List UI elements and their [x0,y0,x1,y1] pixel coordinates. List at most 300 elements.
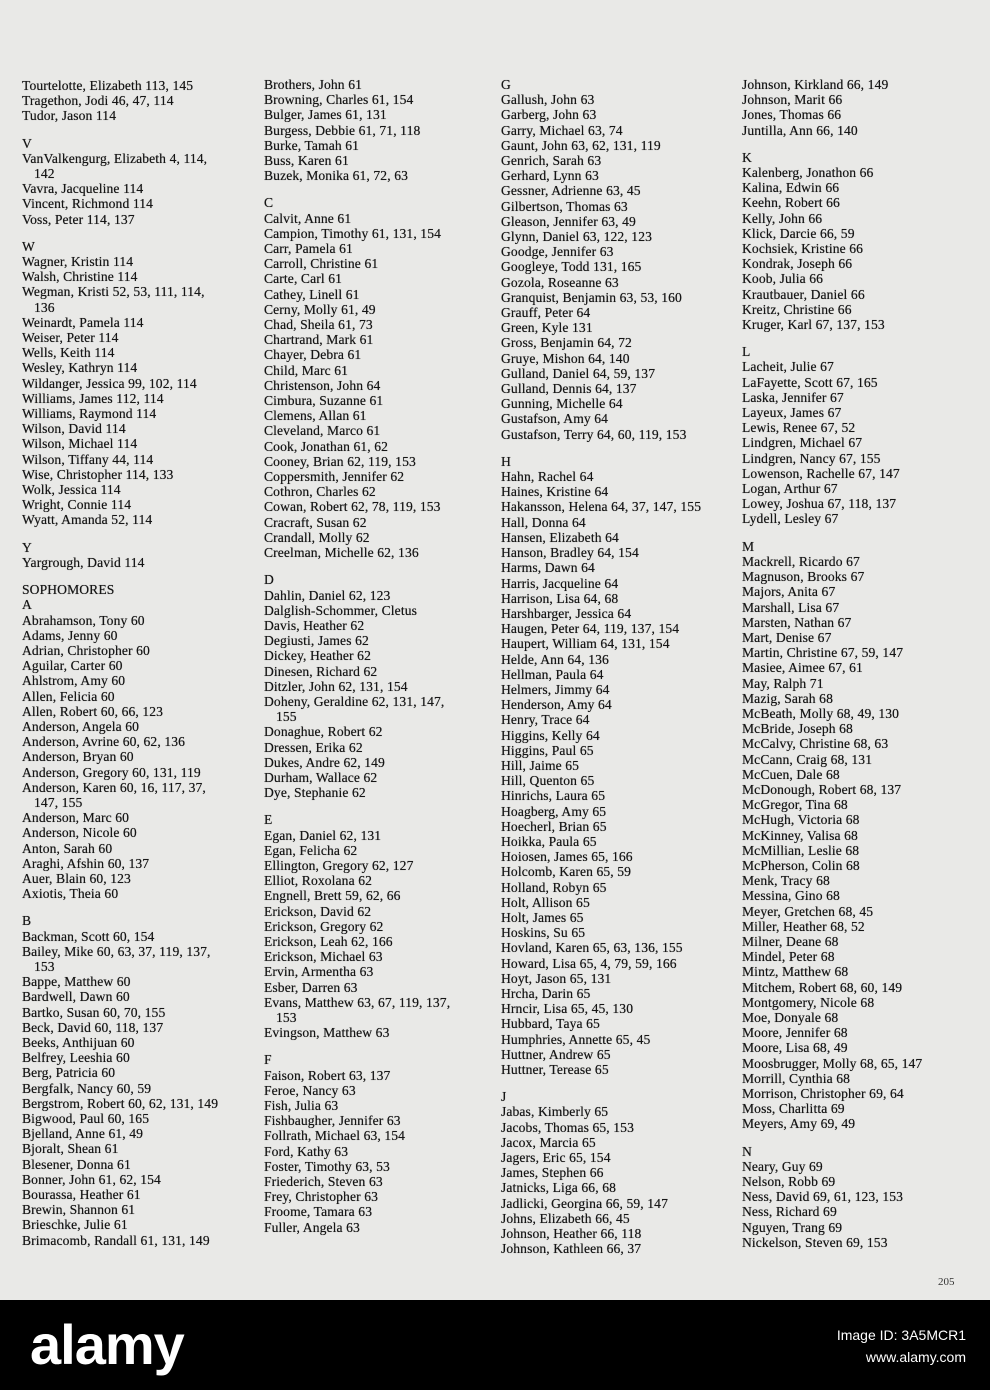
index-entry: Messina, Gino 68 [742,888,840,904]
index-letter-section [264,77,496,183]
index-entry: Williams, Raymond 114 [22,406,157,422]
index-entry: Johnson, Kirkland 66, 149 [742,77,889,92]
index-entry: McGregor, Tina 68 [742,797,848,813]
index-entry: Ahlstrom, Amy 60 [22,673,126,689]
index-entry: Mitchem, Robert 68, 60, 149 [742,979,903,995]
index-entry: Weiser, Peter 114 [22,330,119,346]
index-entry: Bergstrom, Robert 60, 62, 131, 149 [22,1095,219,1111]
index-entry: Hrcha, Darin 65 [501,985,591,1001]
index-entry: Anderson, Marc 60 [22,810,130,826]
letter-heading: H [501,453,511,469]
index-entry: Johnson, Heather 66, 118 [501,1226,642,1242]
index-entry: Layeux, James 67 [742,405,842,421]
index-entry: Vavra, Jacqueline 114 [22,181,144,197]
index-entry: Wildanger, Jessica 99, 102, 114 [22,375,197,391]
index-entry: Hoyt, Jason 65, 131 [501,970,612,986]
index-entry: Henderson, Amy 64 [501,697,612,713]
index-entry: Dinesen, Richard 62 [264,663,378,679]
index-entry: Auer, Blain 60, 123 [22,870,131,886]
index-entry: Walsh, Christine 114 [22,269,138,285]
index-entry: Cothron, Charles 62 [264,484,376,500]
index-entry: Lindgren, Nancy 67, 155 [742,450,881,466]
index-entry: Hill, Jaime 65 [501,757,580,773]
index-entry: Wright, Connie 114 [22,497,132,513]
index-entry: McBride, Joseph 68 [742,721,853,737]
index-entry: Miller, Heather 68, 52 [742,918,865,934]
index-entry: Anderson, Avrine 60, 62, 136 [22,734,186,750]
index-letter-section [22,582,254,901]
index-entry: McHugh, Victoria 68 [742,812,860,828]
index-entry: Hubbard, Taya 65 [501,1016,600,1032]
index-entry: Marshall, Lisa 67 [742,599,840,615]
index-entry: Erickson, David 62 [264,903,372,919]
index-entry: Magnuson, Brooks 67 [742,569,865,585]
watermark-band [0,1300,990,1390]
index-entry: Harris, Jacqueline 64 [501,575,619,591]
index-entry: Backman, Scott 60, 154 [22,928,155,944]
index-entry: Anderson, Gregory 60, 131, 119 [22,764,201,780]
index-entry: Harrison, Lisa 64, 68 [501,590,619,606]
index-entry: Fuller, Angela 63 [264,1219,360,1235]
index-entry: Hill, Quenton 65 [501,773,595,789]
index-entry: Ness, David 69, 61, 123, 153 [742,1189,904,1205]
index-entry: Dickey, Heather 62 [264,648,371,664]
index-entry: Jones, Thomas 66 [742,107,842,123]
index-letter-section [742,539,974,1132]
index-entry: Goodge, Jennifer 63 [501,244,614,260]
index-entry: Anton, Sarah 60 [22,840,113,856]
index-entry: Higgins, Kelly 64 [501,727,600,743]
index-entry: Bjoralt, Shean 61 [22,1141,119,1157]
index-entry: Gozola, Roseanne 63 [501,274,619,290]
index-entry: Lowey, Joshua 67, 118, 137 [742,496,897,512]
letter-heading: C [264,195,274,211]
index-entry-continuation: 142 [34,166,55,182]
index-entry-continuation: 136 [34,299,55,315]
index-entry: Campion, Timothy 61, 131, 154 [264,225,442,241]
index-entry: Moss, Charlitta 69 [742,1101,845,1117]
index-entry: McCann, Craig 68, 131 [742,751,873,767]
index-entry-continuation: 155 [276,709,297,725]
index-entry: Granquist, Benjamin 63, 53, 160 [501,289,682,305]
index-entry: Creelman, Michelle 62, 136 [264,545,419,561]
index-entry: Child, Marc 61 [264,362,349,378]
index-entry: Donaghue, Robert 62 [264,724,383,740]
index-entry: Glynn, Daniel 63, 122, 123 [501,229,652,245]
index-entry: Haines, Kristine 64 [501,484,609,500]
index-entry: Garry, Michael 63, 74 [501,122,623,138]
index-entry: Wilson, David 114 [22,421,126,437]
index-entry: Mintz, Matthew 68 [742,964,849,980]
index-entry-text: Doheny, Geraldine 62, 131, 147, [264,693,445,709]
index-entry: Araghi, Afshin 60, 137 [22,855,150,871]
index-entry: Jabas, Kimberly 65 [501,1104,609,1120]
index-entry: Holcomb, Karen 65, 59 [501,864,632,880]
index-entry: Mazig, Sarah 68 [742,690,833,706]
index-entry: Hoiosen, James 65, 166 [501,849,633,865]
index-entry: McCuen, Dale 68 [742,766,840,782]
index-entry: Gilbertson, Thomas 63 [501,198,628,214]
index-entry: Nelson, Robb 69 [742,1174,836,1190]
index-entry: Gessner, Adrienne 63, 45 [501,183,641,199]
index-entry: Bigwood, Paul 60, 165 [22,1111,150,1126]
letter-heading: B [22,913,32,929]
index-entry: Fish, Julia 63 [264,1098,339,1113]
index-column-4 [742,77,974,1250]
letter-heading: V [22,135,32,151]
index-entry: Dukes, Andre 62, 149 [264,754,385,770]
index-letter-section [742,150,974,332]
index-entry: Elliot, Roxolana 62 [264,873,372,889]
index-entry: Wilson, Michael 114 [22,436,138,452]
index-entry: Friederich, Steven 63 [264,1174,383,1190]
index-entry: Gaunt, John 63, 62, 131, 119 [501,137,661,153]
index-entry: Wise, Christopher 114, 133 [22,466,174,482]
index-entry: Cook, Jonathan 61, 62 [264,438,389,454]
index-entry: Johnson, Kathleen 66, 37 [501,1241,642,1257]
index-entry: Degiusti, James 62 [264,633,369,649]
index-entry: Hahn, Rachel 64 [501,469,594,485]
index-entry-text: Evans, Matthew 63, 67, 119, 137, [264,994,451,1010]
index-entry: Kalenberg, Jonathon 66 [742,165,874,181]
index-entry: Wilson, Tiffany 44, 114 [22,451,154,467]
index-entry: James, Stephen 66 [501,1165,604,1181]
index-entry: Meyers, Amy 69, 49 [742,1116,856,1132]
index-entry: Adrian, Christopher 60 [22,642,150,658]
index-entry-continuation: 153 [276,1009,297,1025]
index-entry: Cerny, Molly 61, 49 [264,301,376,317]
index-entry: Bjelland, Anne 61, 49 [22,1126,144,1142]
index-entry: Wesley, Kathryn 114 [22,360,138,376]
index-entry: Hovland, Karen 65, 63, 136, 155 [501,940,683,956]
index-entry: Koob, Julia 66 [742,271,824,287]
index-entry: Huttner, Andrew 65 [501,1046,611,1062]
index-entry: Lydell, Lesley 67 [742,511,839,527]
index-entry: Neary, Guy 69 [742,1158,823,1174]
index-entry: Brieschke, Julie 61 [22,1217,128,1233]
index-entry: Cleveland, Marco 61 [264,423,381,439]
index-entry: Henry, Trace 64 [501,712,590,728]
index-entry: Carr, Pamela 61 [264,241,353,257]
index-entry: Allen, Felicia 60 [22,688,115,704]
index-entry: Clemens, Allan 61 [264,408,367,424]
index-letter-section [22,136,254,227]
index-letter-section [22,78,254,124]
page-number: 205 [938,1276,955,1288]
index-entry-text: Anderson, Karen 60, 16, 117, 37, [22,779,206,795]
index-entry: Bartko, Susan 60, 70, 155 [22,1004,166,1020]
index-entry: Gulland, Dennis 64, 137 [501,381,637,397]
index-entry: Allen, Robert 60, 66, 123 [22,703,164,719]
index-entry: McKinney, Valisa 68 [742,827,858,843]
index-entry: Gustafson, Amy 64 [501,411,609,427]
index-entry: Bergfalk, Nancy 60, 59 [22,1080,152,1096]
index-letter-section [742,1144,974,1250]
index-column-3 [501,77,733,1256]
index-entry: Kondrak, Joseph 66 [742,256,853,272]
index-entry: Menk, Tracy 68 [742,873,830,889]
index-entry: Burgess, Debbie 61, 71, 118 [264,122,421,138]
index-entry-text: VanValkengurg, Elizabeth 4, 114, [22,150,208,166]
index-entry: Montgomery, Nicole 68 [742,994,875,1010]
index-entry: May, Ralph 71 [742,675,824,691]
index-entry: Lewis, Renee 67, 52 [742,420,856,436]
index-entry: Hoikka, Paula 65 [501,833,597,849]
index-entry: Egan, Daniel 62, 131 [264,827,382,843]
image-id-info [837,1324,966,1368]
index-entry [22,780,254,810]
index-entry: Cimbura, Suzanne 61 [264,393,384,409]
index-entry: Hakansson, Helena 64, 37, 147, 155 [501,499,702,515]
index-entry: Mackrell, Ricardo 67 [742,553,860,569]
index-entry: Wagner, Kristin 114 [22,254,134,270]
index-entry: Jacox, Marcia 65 [501,1134,596,1150]
index-entry [22,944,254,974]
letter-heading: F [264,1052,272,1068]
index-entry: Holland, Robyn 65 [501,879,607,895]
index-entry: Brothers, John 61 [264,77,362,92]
letter-heading: D [264,572,274,588]
letter-heading: M [742,538,755,554]
index-entry: Moore, Jennifer 68 [742,1025,848,1041]
index-entry: Holt, James 65 [501,909,584,925]
index-entry: Haupert, William 64, 131, 154 [501,636,670,652]
index-entry: Gustafson, Terry 64, 60, 119, 153 [501,426,687,442]
index-letter-section [264,195,496,560]
index-entry: Bonner, John 61, 62, 154 [22,1171,161,1187]
index-entry: Huttner, Terease 65 [501,1062,609,1077]
index-entry: Erickson, Gregory 62 [264,918,384,934]
index-entry: Johnson, Marit 66 [742,92,843,108]
index-entry: McMillian, Leslie 68 [742,842,860,858]
index-entry: Chayer, Debra 61 [264,347,362,363]
index-entry: Gleason, Jennifer 63, 49 [501,213,636,229]
index-entry: Bourassa, Heather 61 [22,1187,141,1203]
index-letter-section [742,77,974,138]
index-entry: Dalglish-Schommer, Cletus [264,602,417,618]
index-entry: Dahlin, Daniel 62, 123 [264,587,391,603]
index-entry: Gerhard, Lynn 63 [501,168,599,184]
letter-heading: Y [22,539,32,555]
index-entry: Humphries, Annette 65, 45 [501,1031,651,1047]
index-entry: Green, Kyle 131 [501,320,593,336]
letter-heading: G [501,77,511,92]
index-entry: Egan, Felicha 62 [264,842,358,858]
letter-heading: A [22,597,32,613]
alamy-logo: alamy [30,1313,184,1376]
index-entry: Feroe, Nancy 63 [264,1082,356,1098]
index-entry: Belfrey, Leeshia 60 [22,1050,130,1066]
index-entry: Harms, Dawn 64 [501,560,595,576]
index-entry: Cracraft, Susan 62 [264,514,367,530]
index-entry: Tragethon, Jodi 46, 47, 114 [22,93,174,109]
index-entry: Majors, Anita 67 [742,584,836,600]
index-entry: Masiee, Aimee 67, 61 [742,660,863,676]
index-entry: Morrison, Christopher 69, 64 [742,1086,904,1101]
index-entry: Cowan, Robert 62, 78, 119, 153 [264,499,441,515]
index-letter-section [501,454,733,1077]
index-letter-section [22,239,254,528]
index-entry: McPherson, Colin 68 [742,857,860,873]
index-entry: Helde, Ann 64, 136 [501,651,609,667]
index-entry: Christenson, John 64 [264,377,381,393]
index-entry: Evingson, Matthew 63 [264,1025,390,1041]
index-entry: Gulland, Daniel 64, 59, 137 [501,365,656,381]
index-column-2 [264,77,496,1235]
index-entry: Cathey, Linell 61 [264,286,360,302]
index-entry [22,284,254,314]
index-entry: Bulger, James 61, 131 [264,107,387,123]
index-entry: Grauff, Peter 64 [501,305,591,321]
index-entry: Durham, Wallace 62 [264,769,378,785]
index-entry: Haugen, Peter 64, 119, 137, 154 [501,621,680,637]
index-entry: Fishbaugher, Jennifer 63 [264,1113,401,1129]
index-entry: Hinrichs, Laura 65 [501,788,606,804]
index-entry: Johns, Elizabeth 66, 45 [501,1210,630,1226]
index-entry: McBeath, Molly 68, 49, 130 [742,705,900,721]
index-letter-section [742,344,974,526]
index-entry: Gunning, Michelle 64 [501,396,623,412]
index-entry: Jatnicks, Liga 66, 68 [501,1180,616,1196]
index-entry: Klick, Darcie 66, 59 [742,225,855,241]
index-entry: Gallush, John 63 [501,92,595,108]
index-entry: Voss, Peter 114, 137 [22,211,135,227]
index-entry: Wolk, Jessica 114 [22,482,121,498]
index-entry: LaFayette, Scott 67, 165 [742,374,878,390]
index-entry: Martin, Christine 67, 59, 147 [742,645,904,661]
letter-heading: J [501,1089,507,1105]
index-entry: Harshbarger, Jessica 64 [501,605,632,621]
index-entry: Abrahamson, Tony 60 [22,612,145,628]
index-entry: Brewin, Shannon 61 [22,1202,136,1218]
index-entry: Foster, Timothy 63, 53 [264,1158,390,1174]
index-entry: Anderson, Nicole 60 [22,825,137,841]
index-entry: Mindel, Peter 68 [742,949,835,965]
index-entry: Yargrough, David 114 [22,554,145,570]
index-entry: Wells, Keith 114 [22,345,115,361]
index-letter-section [264,812,496,1040]
index-entry: Erickson, Leah 62, 166 [264,933,393,949]
index-entry: Dressen, Erika 62 [264,739,363,755]
index-entry: Howard, Lisa 65, 4, 79, 59, 166 [501,955,677,971]
index-entry: Beeks, Anthijuan 60 [22,1034,135,1050]
index-entry: Chad, Sheila 61, 73 [264,317,373,333]
index-letter-section [501,1089,733,1256]
index-entry: Moore, Lisa 68, 49 [742,1040,848,1056]
index-entry: Hansen, Elizabeth 64 [501,529,619,545]
index-entry: Coppersmith, Jennifer 62 [264,469,405,485]
letter-heading: N [742,1143,752,1159]
index-entry: Weinardt, Pamela 114 [22,314,144,330]
index-entry: Jagers, Eric 65, 154 [501,1150,611,1166]
index-entry: Laska, Jennifer 67 [742,389,844,405]
index-entry: Kochsiek, Kristine 66 [742,241,864,257]
index-entry-continuation: 147, 155 [34,794,83,810]
index-entry: Ness, Richard 69 [742,1204,837,1220]
index-entry: Hrncir, Lisa 65, 45, 130 [501,1001,634,1017]
index-entry: Mart, Denise 67 [742,629,832,645]
index-entry: Jacobs, Thomas 65, 153 [501,1119,634,1135]
index-entry: Lindgren, Michael 67 [742,435,863,451]
index-entry: Faison, Robert 63, 137 [264,1067,391,1083]
index-entry: Adams, Jenny 60 [22,627,118,643]
index-entry: Hoecherl, Brian 65 [501,818,607,834]
index-entry: Tourtelotte, Elizabeth 113, 145 [22,78,194,93]
index-entry: Keehn, Robert 66 [742,195,840,211]
index-entry: Lacheit, Julie 67 [742,359,834,375]
index-entry: Berg, Patricia 60 [22,1065,116,1081]
index-entry: Engnell, Brett 59, 62, 66 [264,888,401,904]
index-entry: Kruger, Karl 67, 137, 153 [742,317,885,333]
index-entry: Jadlicki, Georgina 66, 59, 147 [501,1195,668,1211]
index-entry: Esber, Darren 63 [264,979,358,995]
index-entry-continuation: 153 [34,958,55,974]
index-entry [22,151,254,181]
index-entry: Buzek, Monika 61, 72, 63 [264,168,408,184]
index-entry: Beck, David 60, 118, 137 [22,1019,164,1035]
index-entry: Lowenson, Rachelle 67, 147 [742,465,900,481]
index-entry: Nguyen, Trang 69 [742,1219,843,1235]
index-entry [264,694,496,724]
index-entry: Crandall, Molly 62 [264,529,370,545]
index-entry-text: Wegman, Kristi 52, 53, 111, 114, [22,284,205,300]
index-entry: Davis, Heather 62 [264,617,365,633]
index-entry: Hanson, Bradley 64, 154 [501,545,639,561]
index-entry: Hoagberg, Amy 65 [501,803,607,819]
index-entry: Marsten, Nathan 67 [742,614,852,630]
index-entry: Morrill, Cynthia 68 [742,1070,851,1086]
index-entry: Burke, Tamah 61 [264,137,360,153]
index-entry: Follrath, Michael 63, 154 [264,1128,406,1144]
index-entry: Dye, Stephanie 62 [264,785,366,801]
letter-heading: W [22,238,35,254]
index-entry: Hellman, Paula 64 [501,666,604,682]
index-entry: Aguilar, Carter 60 [22,658,123,674]
index-letter-section [22,913,254,1247]
index-entry: Krautbauer, Daniel 66 [742,286,865,302]
index-entry: Holt, Allison 65 [501,894,590,910]
image-id: Image ID: 3A5MCR1 [836,1327,966,1343]
index-entry: Hoskins, Su 65 [501,925,586,941]
index-entry: Kalina, Edwin 66 [742,180,840,196]
index-entry: Bardwell, Dawn 60 [22,989,130,1005]
index-entry: Googleye, Todd 131, 165 [501,259,642,275]
index-entry: McCalvy, Christine 68, 63 [742,736,889,752]
index-entry [264,995,496,1025]
index-entry: Cooney, Brian 62, 119, 153 [264,453,416,469]
index-entry: Froome, Tamara 63 [264,1204,373,1220]
index-entry: Anderson, Angela 60 [22,718,140,734]
index-entry: Browning, Charles 61, 154 [264,92,414,108]
index-entry: Axiotis, Theia 60 [22,886,119,902]
index-entry: Helmers, Jimmy 64 [501,681,610,697]
index-entry: Ditzler, John 62, 131, 154 [264,678,408,694]
index-entry: Chartrand, Mark 61 [264,332,374,348]
index-entry: Gross, Benjamin 64, 72 [501,335,632,351]
index-entry: Blesener, Donna 61 [22,1156,131,1172]
class-section-heading: SOPHOMORES [22,582,115,598]
index-letter-section [501,77,733,442]
index-entry: Calvit, Anne 61 [264,210,352,226]
index-entry: Carroll, Christine 61 [264,256,379,272]
index-entry: Kreitz, Christine 66 [742,301,852,317]
index-entry: Milner, Deane 68 [742,933,839,949]
index-entry: Buss, Karen 61 [264,153,349,169]
index-entry: Frey, Christopher 63 [264,1189,379,1205]
index-entry: Carte, Carl 61 [264,271,343,287]
watermark-url: www.alamy.com [865,1349,966,1365]
index-entry: Wyatt, Amanda 52, 114 [22,512,153,528]
